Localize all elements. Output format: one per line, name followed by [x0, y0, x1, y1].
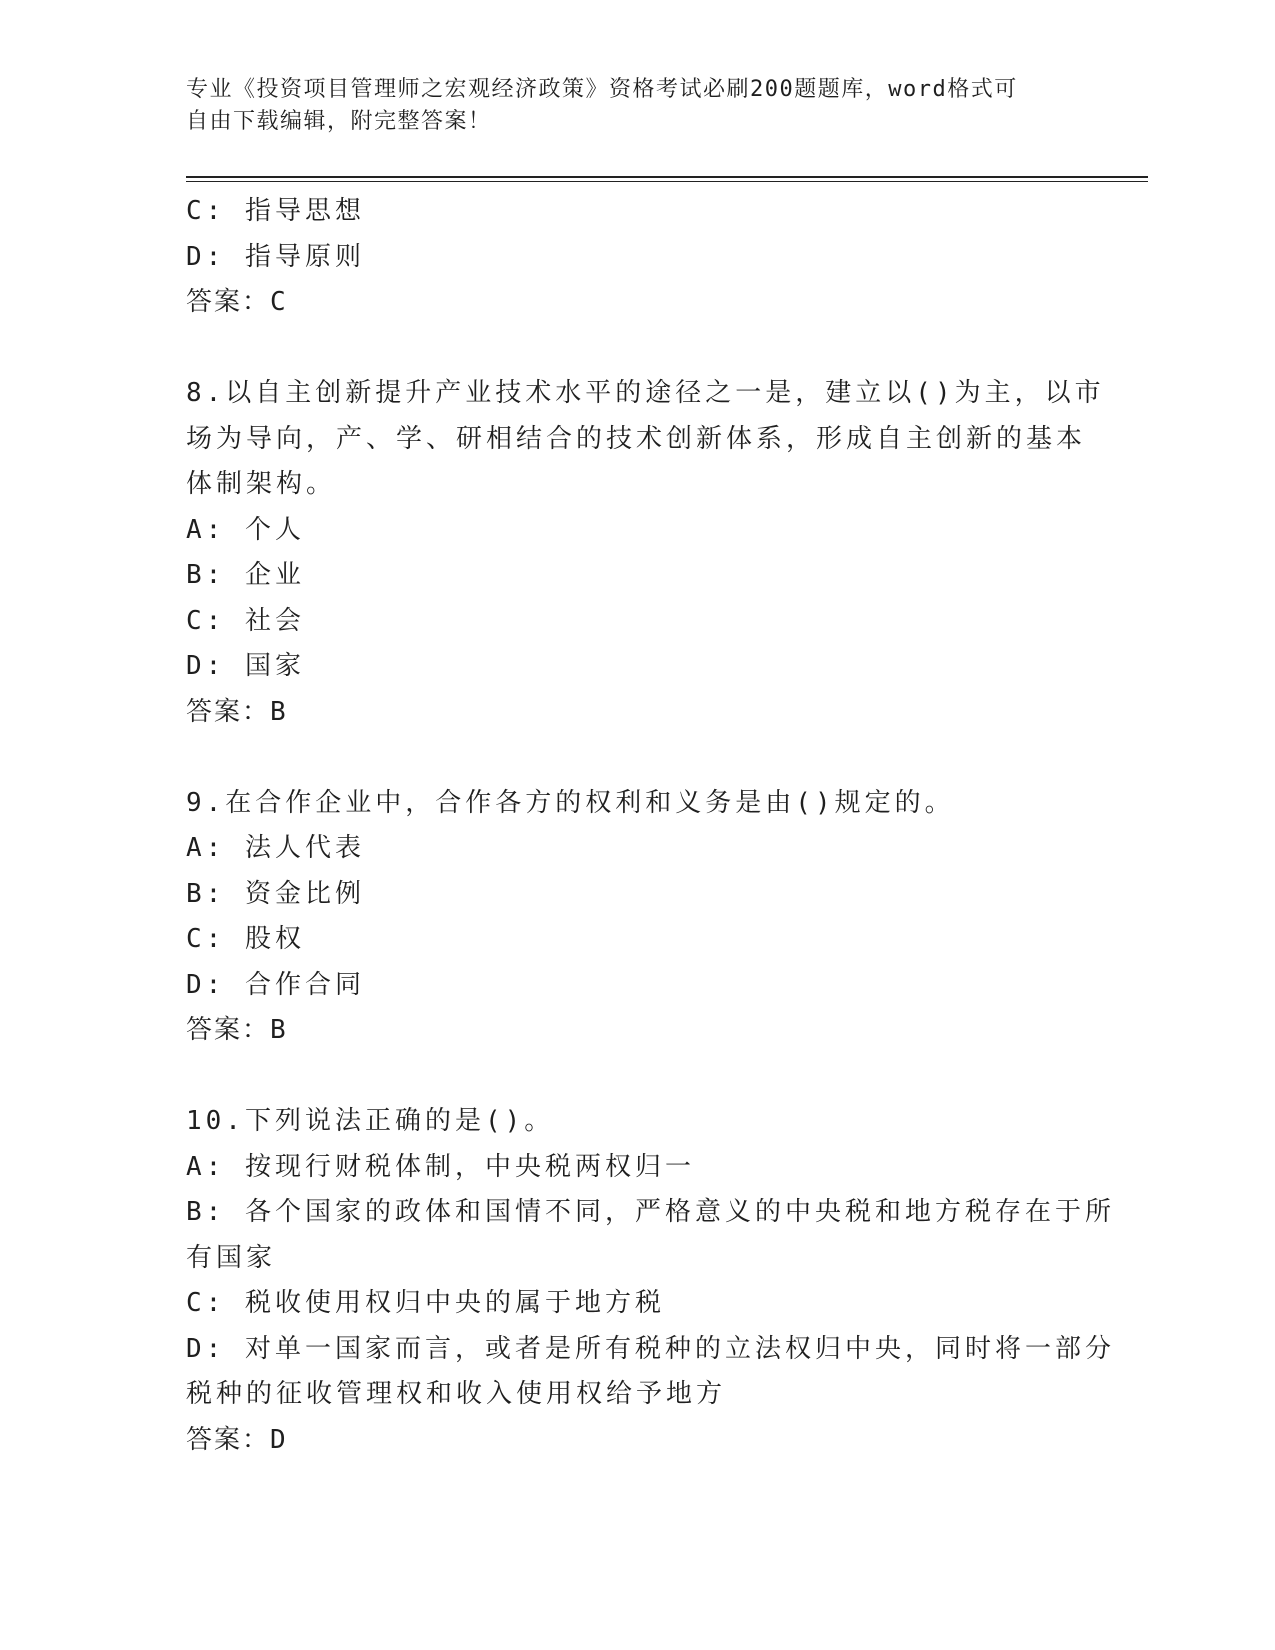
q10-answer: 答案：D: [186, 1424, 288, 1455]
q9-option-a: A: 法人代表: [186, 833, 365, 863]
q8-option-b: B: 企业: [186, 560, 305, 590]
question-9: [186, 781, 1076, 1054]
q7-answer: 答案：C: [186, 287, 288, 317]
q9-stem: 9.在合作企业中，合作各方的权利和义务是由()规定的。: [186, 787, 955, 818]
q8-answer: 答案：B: [186, 696, 288, 727]
header-line-2: 自由下载编辑，附完整答案！: [186, 109, 492, 134]
question-10: [186, 1099, 1115, 1463]
q8-stem-line-2: 场为导向，产、学、研相结合的技术创新体系，形成自主创新的基本: [186, 423, 1087, 454]
q10-option-d-line-2: 税种的征收管理权和收入使用权给予地方: [186, 1379, 727, 1409]
q10-option-c: C: 税收使用权归中央的属于地方税: [186, 1288, 665, 1318]
q9-answer: 答案：B: [186, 1015, 288, 1045]
q10-option-d-line-1: D: 对单一国家而言，或者是所有税种的立法权归中央，同时将一部分: [186, 1333, 1115, 1364]
page-header: [186, 74, 1066, 138]
q9-option-c: C: 股权: [186, 924, 305, 954]
q8-stem-line-1: 8.以自主创新提升产业技术水平的途径之一是，建立以()为主，以市: [186, 378, 1105, 408]
q8-option-d: D: 国家: [186, 651, 305, 681]
q7-option-d: D: 指导原则: [186, 241, 365, 272]
question-list: [186, 189, 1115, 1463]
q9-option-d: D: 合作合同: [186, 969, 365, 1000]
q8-stem-line-3: 体制架构。: [186, 469, 337, 499]
question-8: [186, 371, 1105, 735]
question-7: [186, 189, 1076, 326]
header-line-1: 专业《投资项目管理师之宏观经济政策》资格考试必刷200题题库，word格式可: [186, 77, 1018, 102]
header-divider-thick: [186, 176, 1148, 178]
q7-option-c: C: 指导思想: [186, 196, 365, 226]
spacer: [186, 326, 1076, 372]
q8-option-a: A: 个人: [186, 514, 305, 545]
q10-stem: 10.下列说法正确的是()。: [186, 1106, 555, 1136]
q10-option-b-line-2: 有国家: [186, 1242, 277, 1273]
q8-option-c: C: 社会: [186, 605, 305, 636]
spacer: [186, 735, 1076, 781]
q9-option-b: B: 资金比例: [186, 878, 365, 909]
q10-option-a: A: 按现行财税体制，中央税两权归一: [186, 1151, 695, 1182]
q10-option-b-line-1: B: 各个国家的政体和国情不同，严格意义的中央税和地方税存在于所: [186, 1197, 1115, 1227]
header-divider-thin: [186, 181, 1148, 182]
spacer: [186, 1054, 1076, 1100]
